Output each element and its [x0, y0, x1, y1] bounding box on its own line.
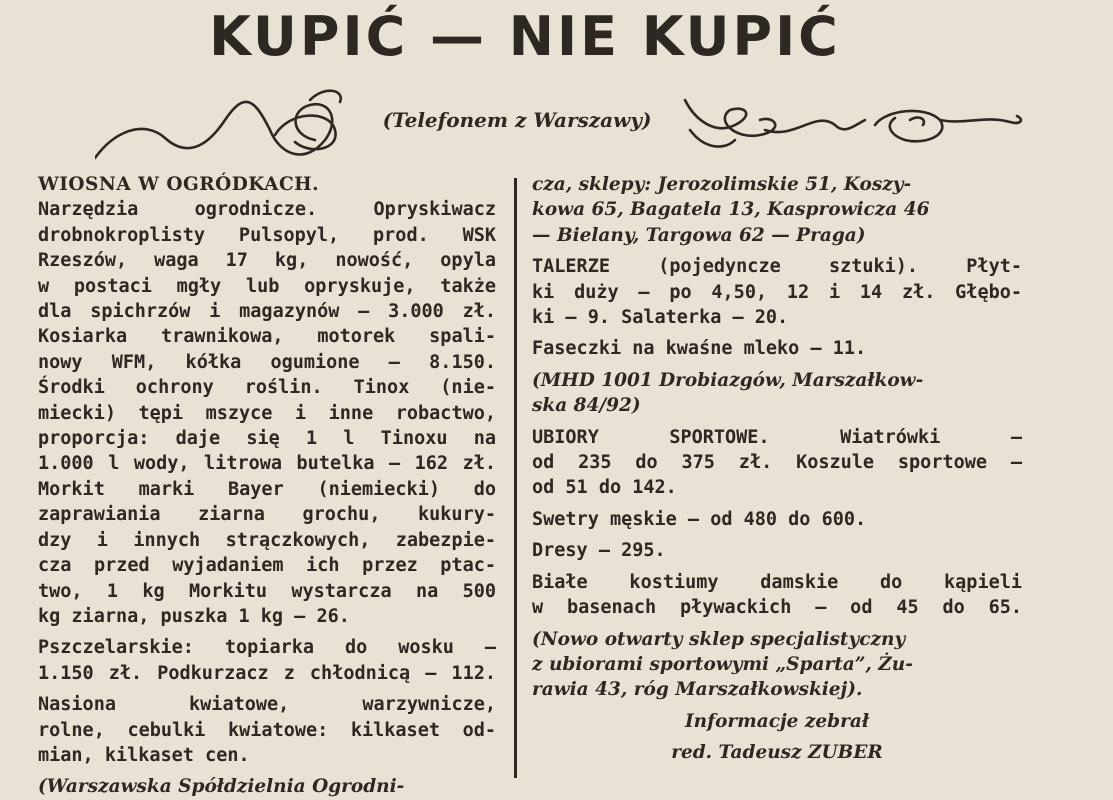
right-column — [532, 172, 1022, 766]
left-column — [38, 172, 496, 800]
text-line: rawia 43, róg Marszałkowskiej). — [532, 679, 863, 701]
text-line: kg ziarna, puszka 1 kg — 26. — [38, 605, 350, 627]
text-line: Narzędzia ogrodnicze. Opryskiwacz — [38, 199, 496, 221]
text-line: WIOSNA W OGRÓDKACH. — [38, 174, 320, 195]
text-line: Swetry męskie — od 480 do 600. — [532, 508, 867, 530]
text-line: nowy WFM, kółka ogumione — 8.150. — [38, 351, 496, 373]
signature-line-2 — [532, 740, 1022, 765]
text-line: two, 1 kg Morkitu wystarcza na 500 — [38, 580, 496, 602]
text-line: zaprawiania ziarna grochu, kukury- — [38, 504, 496, 526]
text-line: 1.000 l wody, litrowa butelka — 162 zł. — [38, 453, 496, 475]
text-line: TALERZE (pojedyncze sztuki). Płyt- — [532, 256, 1022, 278]
text-line: 1.150 zł. Podkurzacz z chłodnicą — 112. — [38, 662, 496, 684]
text-line: od 235 do 375 zł. Koszule sportowe — — [532, 452, 1022, 474]
text-line: Kosiarka trawnikowa, motorek spali- — [38, 326, 496, 348]
text-line: kowa 65, Bagatela 13, Kasprowicza 46 — [532, 199, 930, 221]
text-line: ki duży — po 4,50, 12 i 14 zł. Głębo- — [532, 281, 1022, 303]
text-line: Nasiona kwiatowe, warzywnicze, — [38, 694, 496, 716]
text-line: dzy i innych strączkowych, zabezpie- — [38, 529, 496, 551]
text-line: UBIORY SPORTOWE. Wiatrówki — — [532, 426, 1022, 448]
text-line: cza przed wyjadaniem ich przez ptac- — [38, 555, 496, 577]
text-line: cza, sklepy: Jerozolimskie 51, Koszy- — [532, 174, 912, 195]
subtitle: (Telefonem z Warszawy) — [382, 108, 652, 132]
text-line: (Nowo otwarty sklep specjalistyczny — [532, 628, 906, 650]
text-line: od 51 do 142. — [532, 477, 677, 499]
text-line: w basenach pływackich — od 45 do 65. — [532, 597, 1022, 619]
text-line: Rzeszów, waga 17 kg, nowość, opyla — [38, 250, 496, 272]
headline: KUPIĆ — NIE KUPIĆ — [209, 5, 841, 68]
text-line: rolne, cebulki kwiatowe: kilkaset od- — [38, 719, 496, 741]
signature-line-1: Informacje zebrał — [685, 710, 869, 732]
text-line: Środki ochrony roślin. Tinox (nie- — [38, 377, 496, 399]
text-line: (Warszawska Spółdzielnia Ogrodni- — [38, 776, 405, 798]
text-line: Dresy — 295. — [532, 540, 666, 562]
text-line: Pszczelarskie: topiarka do wosku — — [38, 637, 496, 659]
text-line: z ubiorami sportowymi „Sparta”, Żu- — [532, 653, 913, 675]
text-line: drobnokroplisty Pulsopyl, prod. WSK — [38, 224, 496, 246]
text-line: Faseczki na kwaśne mleko — 11. — [532, 338, 867, 360]
column-divider — [514, 178, 517, 778]
text-line: proporcja: daje się 1 l Tinoxu na — [38, 428, 496, 450]
text-line: — Bielany, Targowa 62 — Praga) — [532, 224, 866, 246]
right-column-text — [532, 172, 1022, 703]
text-line: mian, kilkaset cen. — [38, 744, 250, 766]
text-line: ska 84/92) — [532, 395, 641, 417]
text-line: (MHD 1001 Drobiazgów, Marszałkow- — [532, 369, 924, 391]
text-line: Białe kostiumy damskie do kąpieli — [532, 571, 1022, 593]
signature-line-2-text: red. Tadeusz ZUBER — [671, 742, 883, 764]
text-line: Morkit marki Bayer (niemiecki) do — [38, 478, 496, 500]
text-line: miecki) tępi mszyce i inne robactwo, — [38, 402, 496, 424]
text-line: w postaci mgły lub opryskuje, także — [38, 275, 496, 297]
text-line: dla spichrzów i magazynów — 3.000 zł. — [38, 301, 496, 323]
text-line: ki — 9. Salaterka — 20. — [532, 307, 789, 329]
